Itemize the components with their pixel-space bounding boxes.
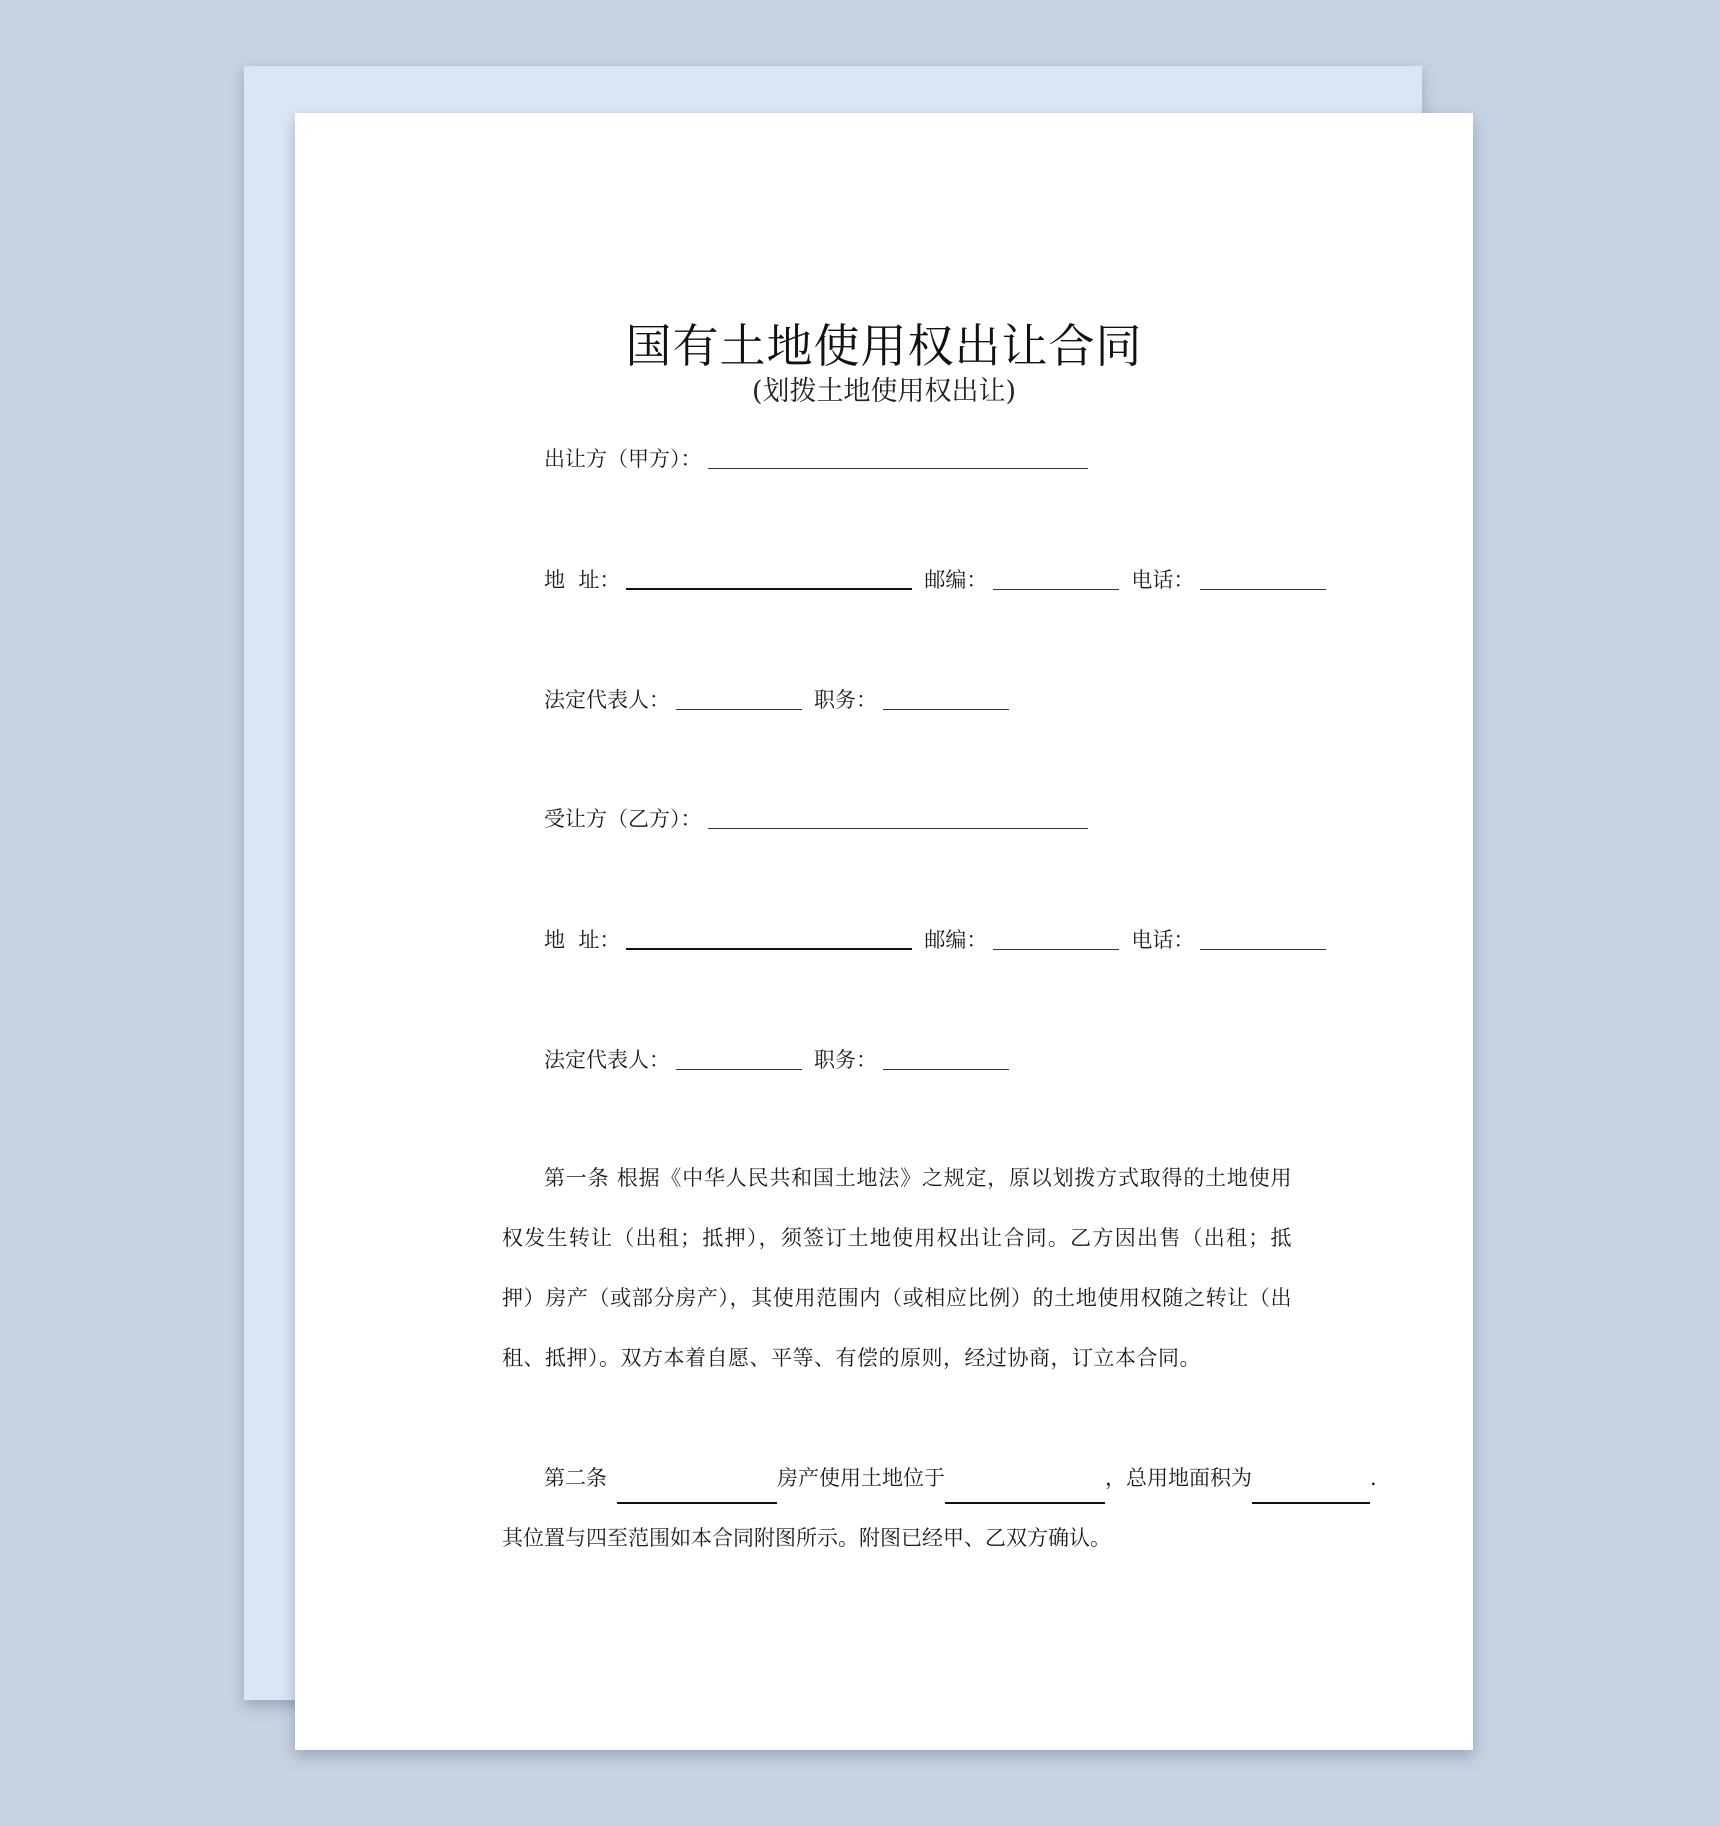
party-b-address-field[interactable] [626,947,912,950]
party-a-postcode-label: 邮编： [924,568,988,592]
article-2-prefix: 第二条 [544,1466,607,1490]
document-subtitle: (划拨土地使用权出让) [751,376,1017,407]
article-2-area-field[interactable] [1252,1501,1370,1504]
party-b-postcode-field[interactable] [993,948,1119,950]
party-b-rep-row [544,1044,1009,1074]
party-b-phone-label: 电话： [1131,928,1195,952]
party-a-rep-label: 法定代表人： [544,688,670,712]
party-b-name-row [544,803,1088,833]
document-page [295,113,1473,1750]
party-a-rep-row [544,684,1009,714]
article-2-line-1 [502,1448,1382,1508]
party-a-name-field[interactable] [708,467,1088,469]
party-b-position-label: 职务： [814,1048,877,1072]
party-b-rep-field[interactable] [676,1068,802,1070]
party-a-phone-label: 电话： [1131,568,1195,592]
article-2-property-field[interactable] [617,1501,777,1504]
party-a-postcode-field[interactable] [993,588,1119,590]
party-a-address-field[interactable] [626,587,912,590]
party-b-address-label: 地 址： [544,928,621,952]
party-a-position-field[interactable] [883,708,1009,710]
article-2 [502,1448,1382,1568]
party-a-address-label: 地 址： [544,568,621,592]
party-b-rep-label: 法定代表人： [544,1048,670,1072]
article-2-end: . [1370,1466,1377,1490]
article-2-part1: 房产使用土地位于 [777,1466,945,1490]
party-b-position-field[interactable] [883,1068,1009,1070]
article-2-part2: ，总用地面积为 [1105,1466,1252,1490]
party-a-name-row [544,443,1088,473]
article-1: 第一条 根据《中华人民共和国土地法》之规定，原以划拨方式取得的土地使用权发生转让（出租；抵押），须签订土地使用权出让合同。乙方因出售（出租；抵押）房产（或部分房产），其使用范围内（或相应比例）的土地使用权随之转让（出租、抵押）。双方本着自愿、平等、有偿的原则，经过协商，订立本合同。 [502,1166,1292,1370]
party-a-rep-field[interactable] [676,708,802,710]
party-a-position-label: 职务： [814,688,877,712]
party-a-label: 出让方（甲方）： [544,447,702,471]
party-a-address-row [544,564,1326,594]
document-title: 国有土地使用权出让合同 [625,319,1143,373]
party-b-phone-field[interactable] [1200,948,1326,950]
party-b-postcode-label: 邮编： [924,928,988,952]
article-2-location-field[interactable] [945,1501,1105,1504]
article-2-line-2: 其位置与四至范围如本合同附图所示。附图已经甲、乙双方确认。 [502,1526,1111,1550]
party-b-name-field[interactable] [708,827,1088,829]
party-a-phone-field[interactable] [1200,588,1326,590]
party-b-label: 受让方（乙方）： [544,807,702,831]
party-b-address-row [544,924,1326,954]
